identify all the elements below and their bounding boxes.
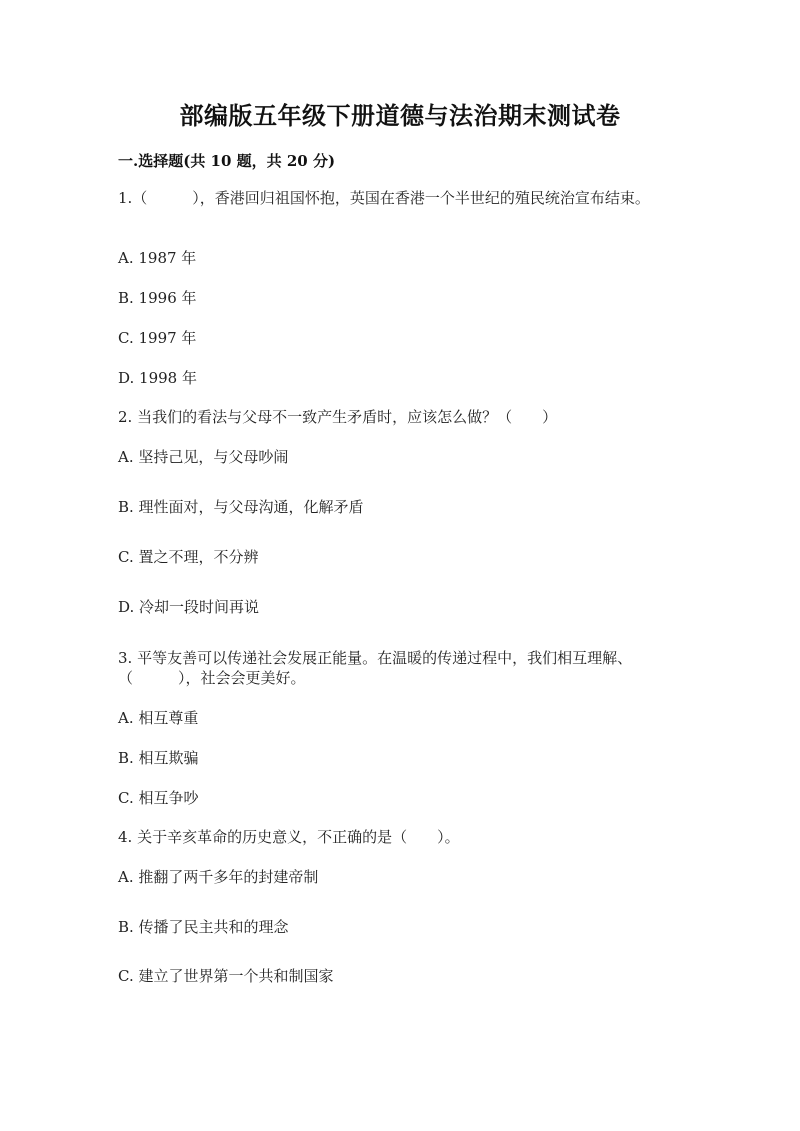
question-2-option-c[interactable]: C. 置之不理，不分辨 [118,548,259,566]
question-3-option-c[interactable]: C. 相互争吵 [118,789,199,807]
question-3-option-b[interactable]: B. 相互欺骗 [118,749,199,767]
question-1-option-c[interactable]: C. 1997 年 [118,329,197,347]
question-2-option-a[interactable]: A. 坚持己见，与父母吵闹 [118,448,289,466]
question-2-option-d[interactable]: D. 冷却一段时间再说 [118,598,260,616]
question-4-stem: 4. 关于辛亥革命的历史意义，不正确的是（ ）。 [118,828,460,846]
question-4-option-b[interactable]: B. 传播了民主共和的理念 [118,918,289,936]
question-4-option-a[interactable]: A. 推翻了两千多年的封建帝制 [118,868,319,886]
question-3-stem: 3. 平等友善可以传递社会发展正能量。在温暖的传递过程中，我们相互理解、（ ），社会会更美好。 [118,649,633,687]
section-heading: 一.选择题(共 10 题，共 20 分) [118,152,336,170]
question-1-stem: 1.（ ），香港回归祖国怀抱，英国在香港一个半世纪的殖民统治宣布结束。 [118,189,650,207]
question-4-option-c[interactable]: C. 建立了世界第一个共和制国家 [118,967,334,985]
question-1-option-a[interactable]: A. 1987 年 [118,249,197,267]
question-3-option-a[interactable]: A. 相互尊重 [118,709,199,727]
page-title: 部编版五年级下册道德与法治期末测试卷 [179,101,621,130]
question-1-option-d[interactable]: D. 1998 年 [118,369,197,387]
question-2-option-b[interactable]: B. 理性面对，与父母沟通，化解矛盾 [118,498,364,516]
question-1-option-b[interactable]: B. 1996 年 [118,289,197,307]
question-2-stem: 2. 当我们的看法与父母不一致产生矛盾时，应该怎么做？（ ） [118,408,558,426]
